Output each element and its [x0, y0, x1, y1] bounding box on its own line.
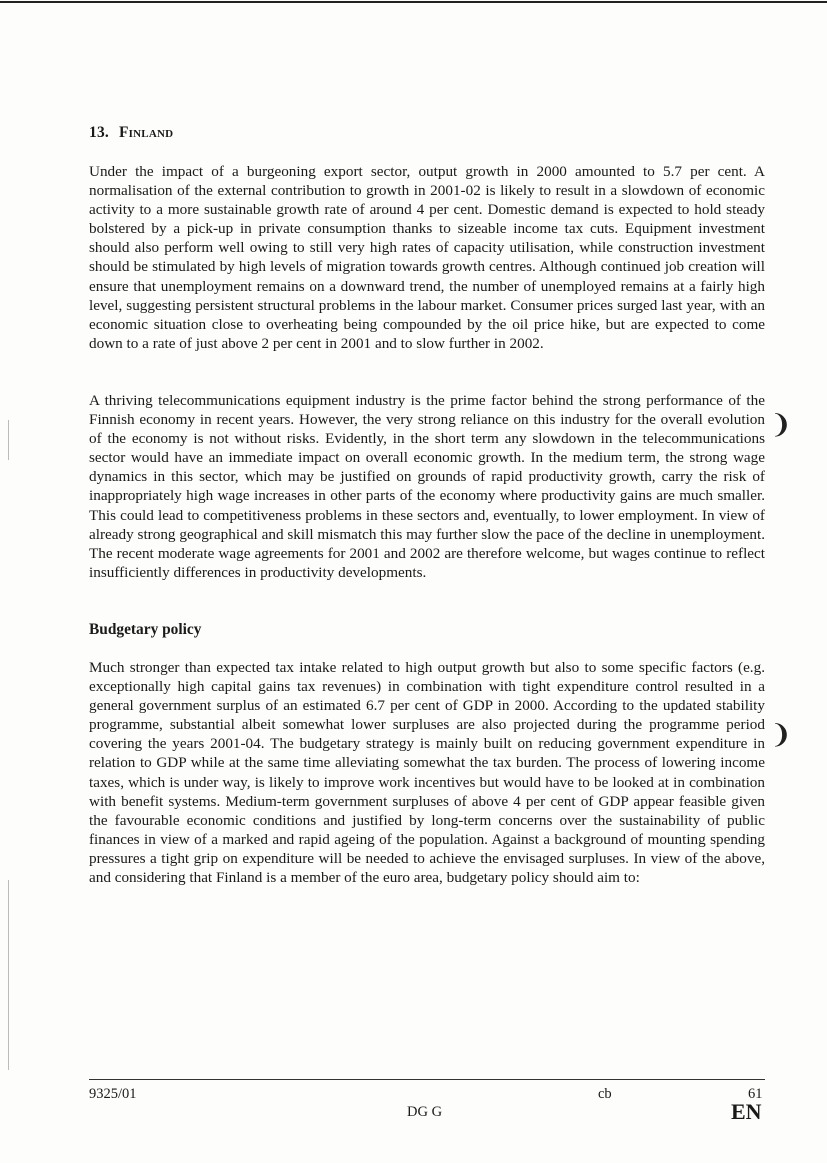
section-number: 13. — [89, 124, 109, 141]
scan-margin-mark — [8, 420, 9, 460]
top-border-line — [0, 1, 827, 3]
section-heading — [89, 124, 173, 142]
paragraph-telecom-industry: A thriving telecommunications equipment industry is the prime factor behind the strong performance of the Finnish economy in recent years. However, the very strong reliance on this industry for the overall evolution of the economy is not without risks. Evidently, in the short term any slowdown in the telecommunications sector would have an immediate impact on overall economic growth. In the medium term, the strong wage dynamics in this sector, which may be justified on grounds of rapid productivity growth, carry the risk of inappropriately high wage increases in other parts of the economy where productivity gains are much smaller. This could lead to competitiveness problems in these sectors and, eventually, to lower employment. In view of already strong geographical and skill mismatch this may further slow the pace of the decline in unemployment. The recent moderate wage agreements for 2001 and 2002 are therefore welcome, but wages continue to reflect insufficiently differences in productivity developments. — [89, 392, 765, 581]
footer-initials: cb — [598, 1086, 612, 1102]
footer-doc-number: 9325/01 — [89, 1086, 137, 1102]
bracket-mark-icon: ❩ — [770, 410, 792, 440]
footer-department: DG G — [407, 1104, 443, 1120]
paragraph-budgetary-policy: Much stronger than expected tax intake related to high output growth but also to some specific factors (e.g. exceptionally high capital gains tax revenues) in combination with tight expenditure control resulted in a general government surplus of an estimated 6.7 per cent of GDP in 2000. According to the updated stability programme, substantial albeit somewhat lower surpluses are also projected during the programme period covering the years 2001-04. The budgetary strategy is mainly built on reducing government expenditure in relation to GDP while at the same time alleviating somewhat the tax burden. The process of lowering income taxes, which is under way, is likely to improve work incentives but would have to be looked at in combination with benefit systems. Medium-term government surpluses of above 4 per cent of GDP appear feasible given the favourable economic conditions and justified by long-term concerns over the sustainability of public finances in view of a marked and rapid ageing of the population. Against a background of mounting spending pressures a tight grip on expenditure will be needed to achieve the envisaged surpluses. In view of the above, and considering that Finland is a member of the euro area, budgetary policy should aim to: — [89, 659, 765, 887]
footer-page-number: 61 — [748, 1086, 763, 1102]
paragraph-economic-outlook: Under the impact of a burgeoning export sector, output growth in 2000 amounted to 5.7 per cent. A normalisation of the external contribution to growth in 2001-02 is likely to result in a slowdown of economic activity to a more sustainable growth rate of around 4 per cent. Domestic demand is expected to hold steady bolstered by a pick-up in private consumption thanks to sizeable income tax cuts. Equipment investment should also perform well owing to still very high rates of capacity utilisation, while construction investment should be stimulated by high levels of migration towards growth centres. Although continued job creation will ensure that unemployment remains on a downward trend, the number of unemployed remains at a fairly high level, suggesting persistent structural problems in the labour market. Consumer prices surged last year, with an economic situation close to overheating being compounded by the oil price hike, but are expected to come down to a rate of just above 2 per cent in 2001 and to slow further in 2002. — [89, 163, 765, 352]
footer-rule — [89, 1079, 765, 1080]
section-title: Finland — [118, 124, 174, 141]
subsection-heading: Budgetary policy — [89, 621, 202, 638]
bracket-mark-icon: ❩ — [770, 720, 792, 750]
scan-margin-mark — [8, 880, 9, 1070]
footer-language: EN — [731, 1099, 762, 1124]
